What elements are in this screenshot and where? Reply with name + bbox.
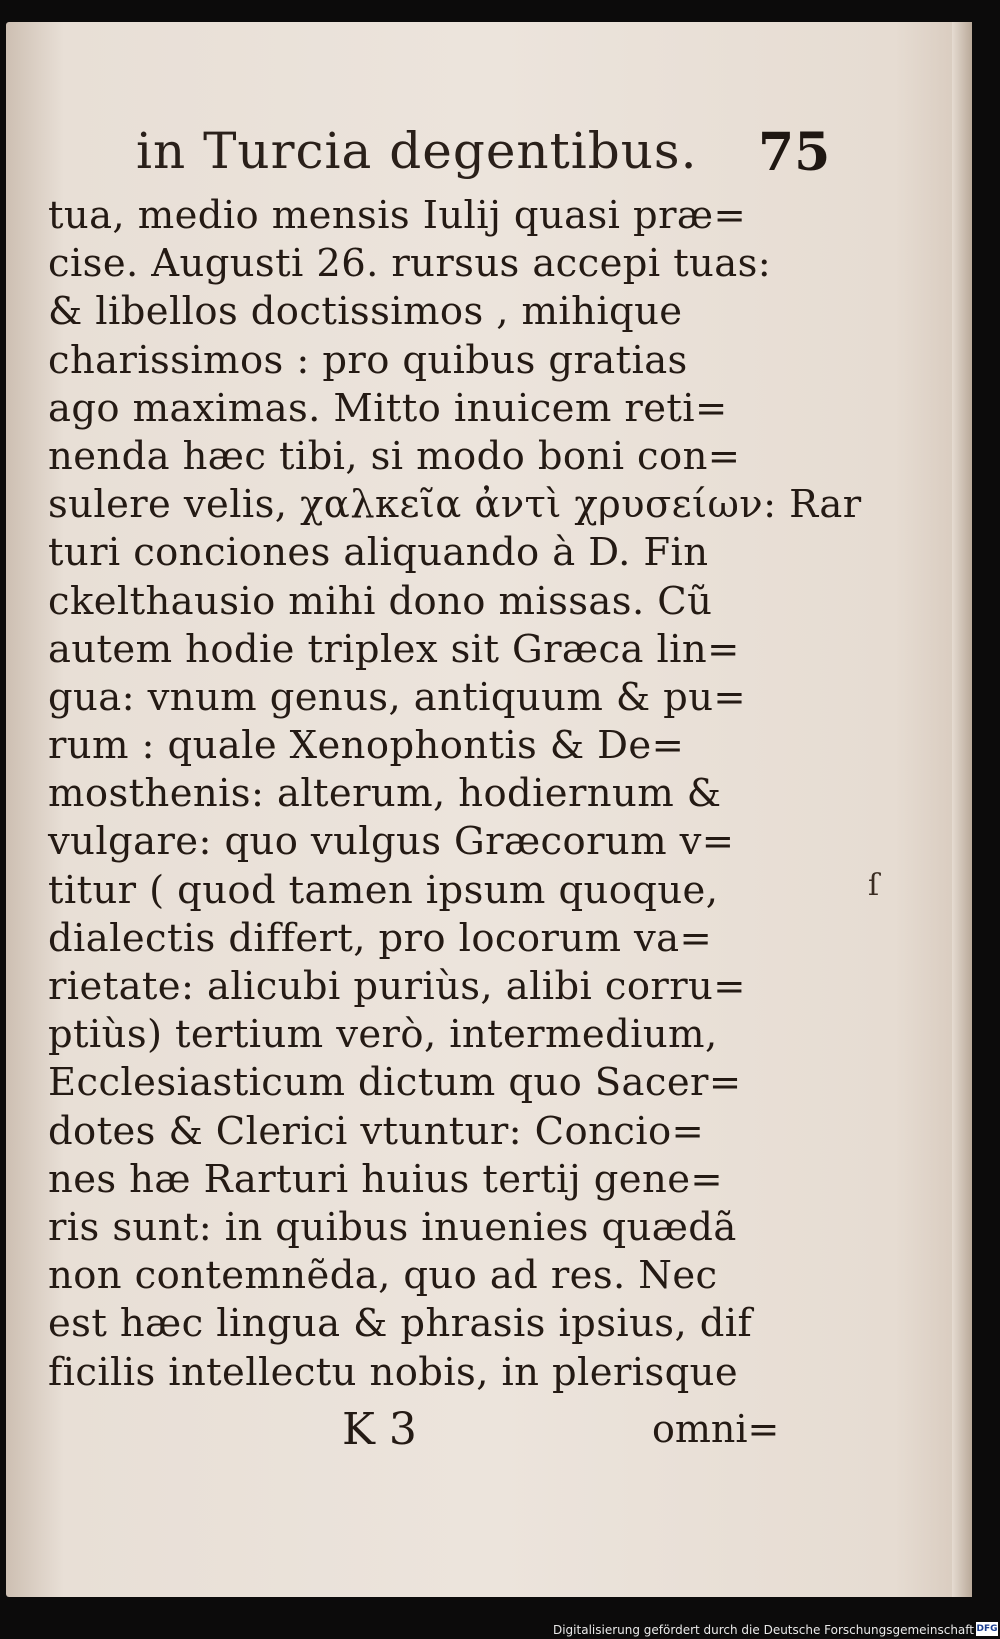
signature-mark: K 3 [342,1404,417,1455]
marginal-mark: ſ [868,868,880,903]
text-line: & libellos doctissimos , mihique [48,289,683,335]
text-line: dialectis differt, pro locorum va= [48,915,713,961]
footer-bar [0,1617,1000,1639]
text-line: sulere velis, χαλκεῖα ἀντὶ χρυσείων: Rar [48,482,862,528]
running-head: in Turcia degentibus. [136,122,698,180]
text-line: mosthenis: alterum, hodiernum & [48,771,722,817]
text-line: est hæc lingua & phrasis ipsius, dif [48,1301,753,1347]
text-line: nes hæ Rarturi huius tertij gene= [48,1156,724,1202]
text-line: gua: vnum genus, antiquum & pu= [48,674,747,720]
text-line: turi conciones aliquando à D. Fin [48,530,709,576]
text-line: ckelthausio mihi dono missas. Cũ [48,578,713,624]
text-line: autem hodie triplex sit Græca lin= [48,626,740,672]
text-line: tua, medio mensis Iulij quasi præ= [48,193,747,238]
text-line: ago maximas. Mitto inuicem reti= [48,385,728,431]
text-line: rum : quale Xenophontis & De= [48,723,685,769]
text-line: Ecclesiasticum dictum quo Sacer= [48,1060,742,1106]
page-number: 75 [758,122,831,183]
catchword: omni= [652,1407,780,1451]
text-line: ris sunt: in quibus inuenies quædã [48,1204,737,1250]
funding-credit: Digitalisierung gefördert durch die Deutsche Forschungsgemeinschaft [552,1623,974,1637]
page-edge [952,22,972,1597]
body-text [48,192,862,1397]
dfg-logo: DFG [976,1624,998,1634]
text-line: dotes & Clerici vtuntur: Concio= [48,1108,705,1154]
book-page [6,22,972,1597]
text-line: ptiùs) tertium verò, intermedium, [48,1012,718,1058]
text-line: charissimos : pro quibus gratias [48,337,688,383]
text-line: non contemnẽda, quo ad res. Nec [48,1253,718,1299]
text-line: rietate: alicubi puriùs, alibi corru= [48,964,746,1009]
text-line: vulgare: quo vulgus Græcorum v= [48,819,735,865]
text-line: ficilis intellectu nobis, in plerisque [48,1349,739,1395]
text-line: cise. Augusti 26. rursus accepi tuas: [48,241,772,287]
text-line: nenda hæc tibi, si modo boni con= [48,433,741,479]
text-line: titur ( quod tamen ipsum quoque, [48,867,719,913]
